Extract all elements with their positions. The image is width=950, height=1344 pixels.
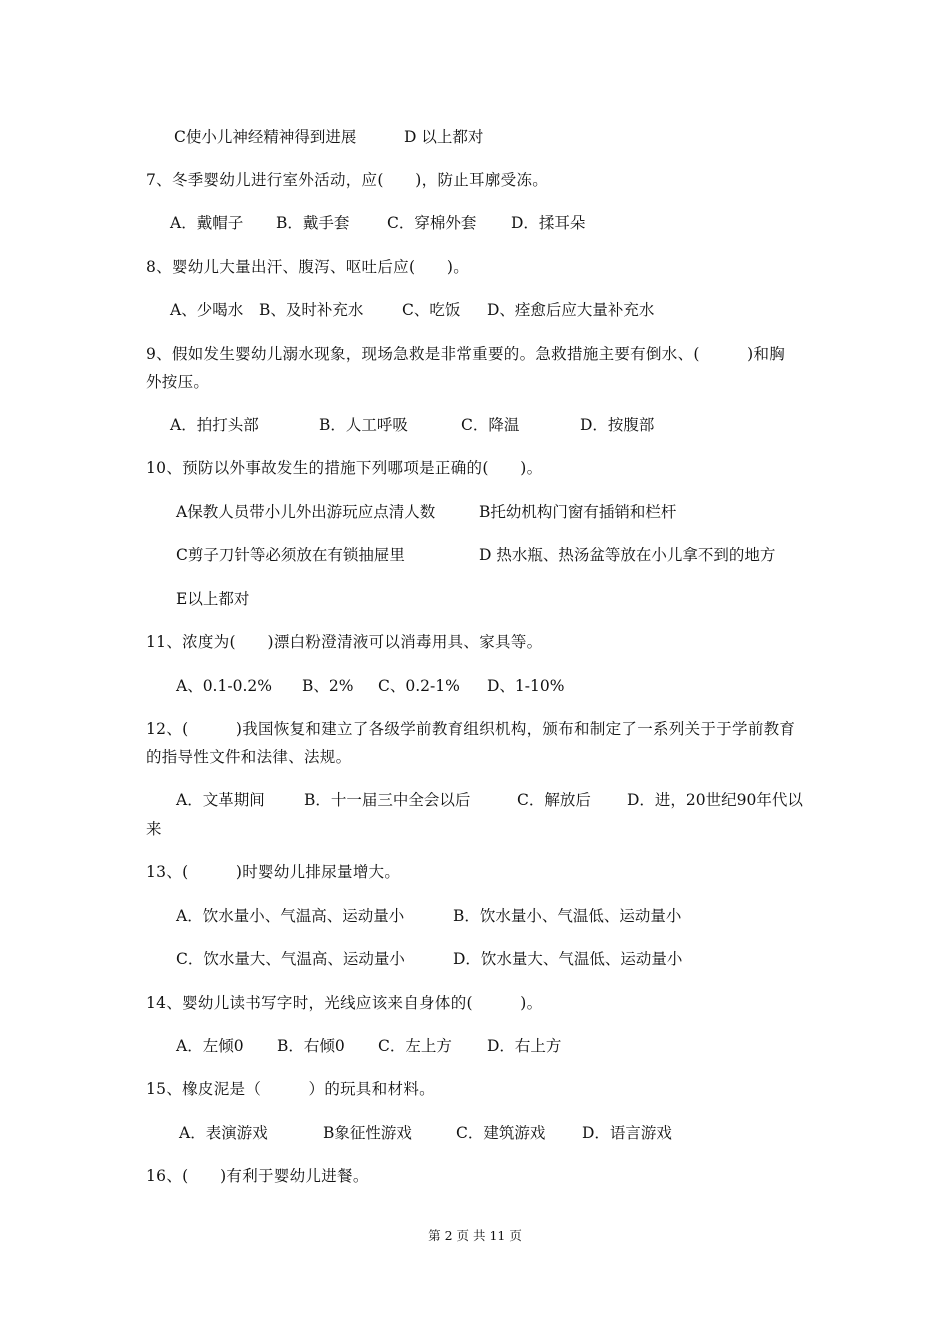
option-13-a: A．饮水量小、气温高、运动量小 xyxy=(176,907,405,925)
question-8-stem: 8、婴幼儿大量出汗、腹泻、呕吐后应( )。 xyxy=(146,258,470,276)
question-13-stem: 13、( )时婴幼儿排尿量增大。 xyxy=(146,863,401,881)
question-15-stem: 15、橡皮泥是（ ）的玩具和材料。 xyxy=(146,1080,435,1098)
option-10-b: B托幼机构门窗有插销和栏杆 xyxy=(479,503,677,521)
page-footer: 第 2 页 共 11 页 xyxy=(428,1228,522,1243)
option-12-c: C．解放后 xyxy=(517,791,591,809)
option-14-d: D．右上方 xyxy=(487,1037,562,1055)
question-11-stem: 11、浓度为( )漂白粉澄清液可以消毒用具、家具等。 xyxy=(146,633,543,651)
question-14-stem: 14、婴幼儿读书写字时，光线应该来自身体的( )。 xyxy=(146,994,543,1012)
option-11-d: D、1-10% xyxy=(487,677,565,695)
option-10-e: E以上都对 xyxy=(176,590,250,608)
question-12-stem-line-1: 12、( )我国恢复和建立了各级学前教育组织机构，颁布和制定了一系列关于于学前教育 xyxy=(146,720,796,738)
option-15-a: A．表演游戏 xyxy=(179,1124,268,1142)
option-11-b: B、2% xyxy=(302,677,354,695)
option-8-a: A、少喝水 xyxy=(170,301,244,319)
option-9-c: C．降温 xyxy=(461,416,520,434)
question-7-stem: 7、冬季婴幼儿进行室外活动，应( )，防止耳廓受冻。 xyxy=(146,171,549,189)
option-11-a: A、0.1-0.2% xyxy=(176,677,272,695)
option-7-d: D．揉耳朵 xyxy=(511,214,586,232)
question-12-stem-line-2: 的指导性文件和法律、法规。 xyxy=(146,748,352,766)
option-8-c: C、吃饭 xyxy=(402,301,461,319)
option-14-b: B．右倾0 xyxy=(277,1037,345,1055)
option-10-d: D 热水瓶、热汤盆等放在小儿拿不到的地方 xyxy=(479,546,776,564)
option-10-c: C剪子刀针等必须放在有锁抽屉里 xyxy=(176,546,405,564)
option-8-d: D、痊愈后应大量补充水 xyxy=(487,301,655,319)
option-9-a: A．拍打头部 xyxy=(170,416,259,434)
option-9-b: B．人工呼吸 xyxy=(319,416,408,434)
option-14-c: C．左上方 xyxy=(378,1037,452,1055)
option-12-b: B．十一届三中全会以后 xyxy=(304,791,471,809)
option-15-b: B象征性游戏 xyxy=(323,1124,412,1142)
option-8-b: B、及时补充水 xyxy=(259,301,364,319)
question-10-stem: 10、预防以外事故发生的措施下列哪项是正确的( )。 xyxy=(146,459,543,477)
question-16-stem: 16、( )有利于婴幼儿进餐。 xyxy=(146,1167,369,1185)
option-6-c: C使小儿神经精神得到进展 xyxy=(174,128,357,146)
option-10-a: A保教人员带小儿外出游玩应点清人数 xyxy=(176,503,436,521)
option-13-d: D．饮水量大、气温低、运动量小 xyxy=(453,950,683,968)
option-7-c: C．穿棉外套 xyxy=(387,214,477,232)
option-7-b: B．戴手套 xyxy=(276,214,350,232)
option-6-d: D 以上都对 xyxy=(404,128,484,146)
option-15-c: C．建筑游戏 xyxy=(456,1124,546,1142)
option-7-a: A．戴帽子 xyxy=(170,214,244,232)
option-12-d: D．进，20世纪90年代以 xyxy=(627,791,803,809)
option-11-c: C、0.2-1% xyxy=(378,677,460,695)
option-13-b: B．饮水量小、气温低、运动量小 xyxy=(453,907,682,925)
option-12-a: A．文革期间 xyxy=(176,791,265,809)
question-9-stem-line-1: 9、假如发生婴幼儿溺水现象，现场急救是非常重要的。急救措施主要有倒水、( )和胸 xyxy=(146,345,786,363)
option-15-d: D．语言游戏 xyxy=(582,1124,672,1142)
option-9-d: D．按腹部 xyxy=(580,416,655,434)
option-14-a: A．左倾0 xyxy=(176,1037,244,1055)
option-13-c: C．饮水量大、气温高、运动量小 xyxy=(176,950,405,968)
question-9-stem-line-2: 外按压。 xyxy=(146,373,210,391)
option-12-d-continuation: 来 xyxy=(146,820,162,838)
